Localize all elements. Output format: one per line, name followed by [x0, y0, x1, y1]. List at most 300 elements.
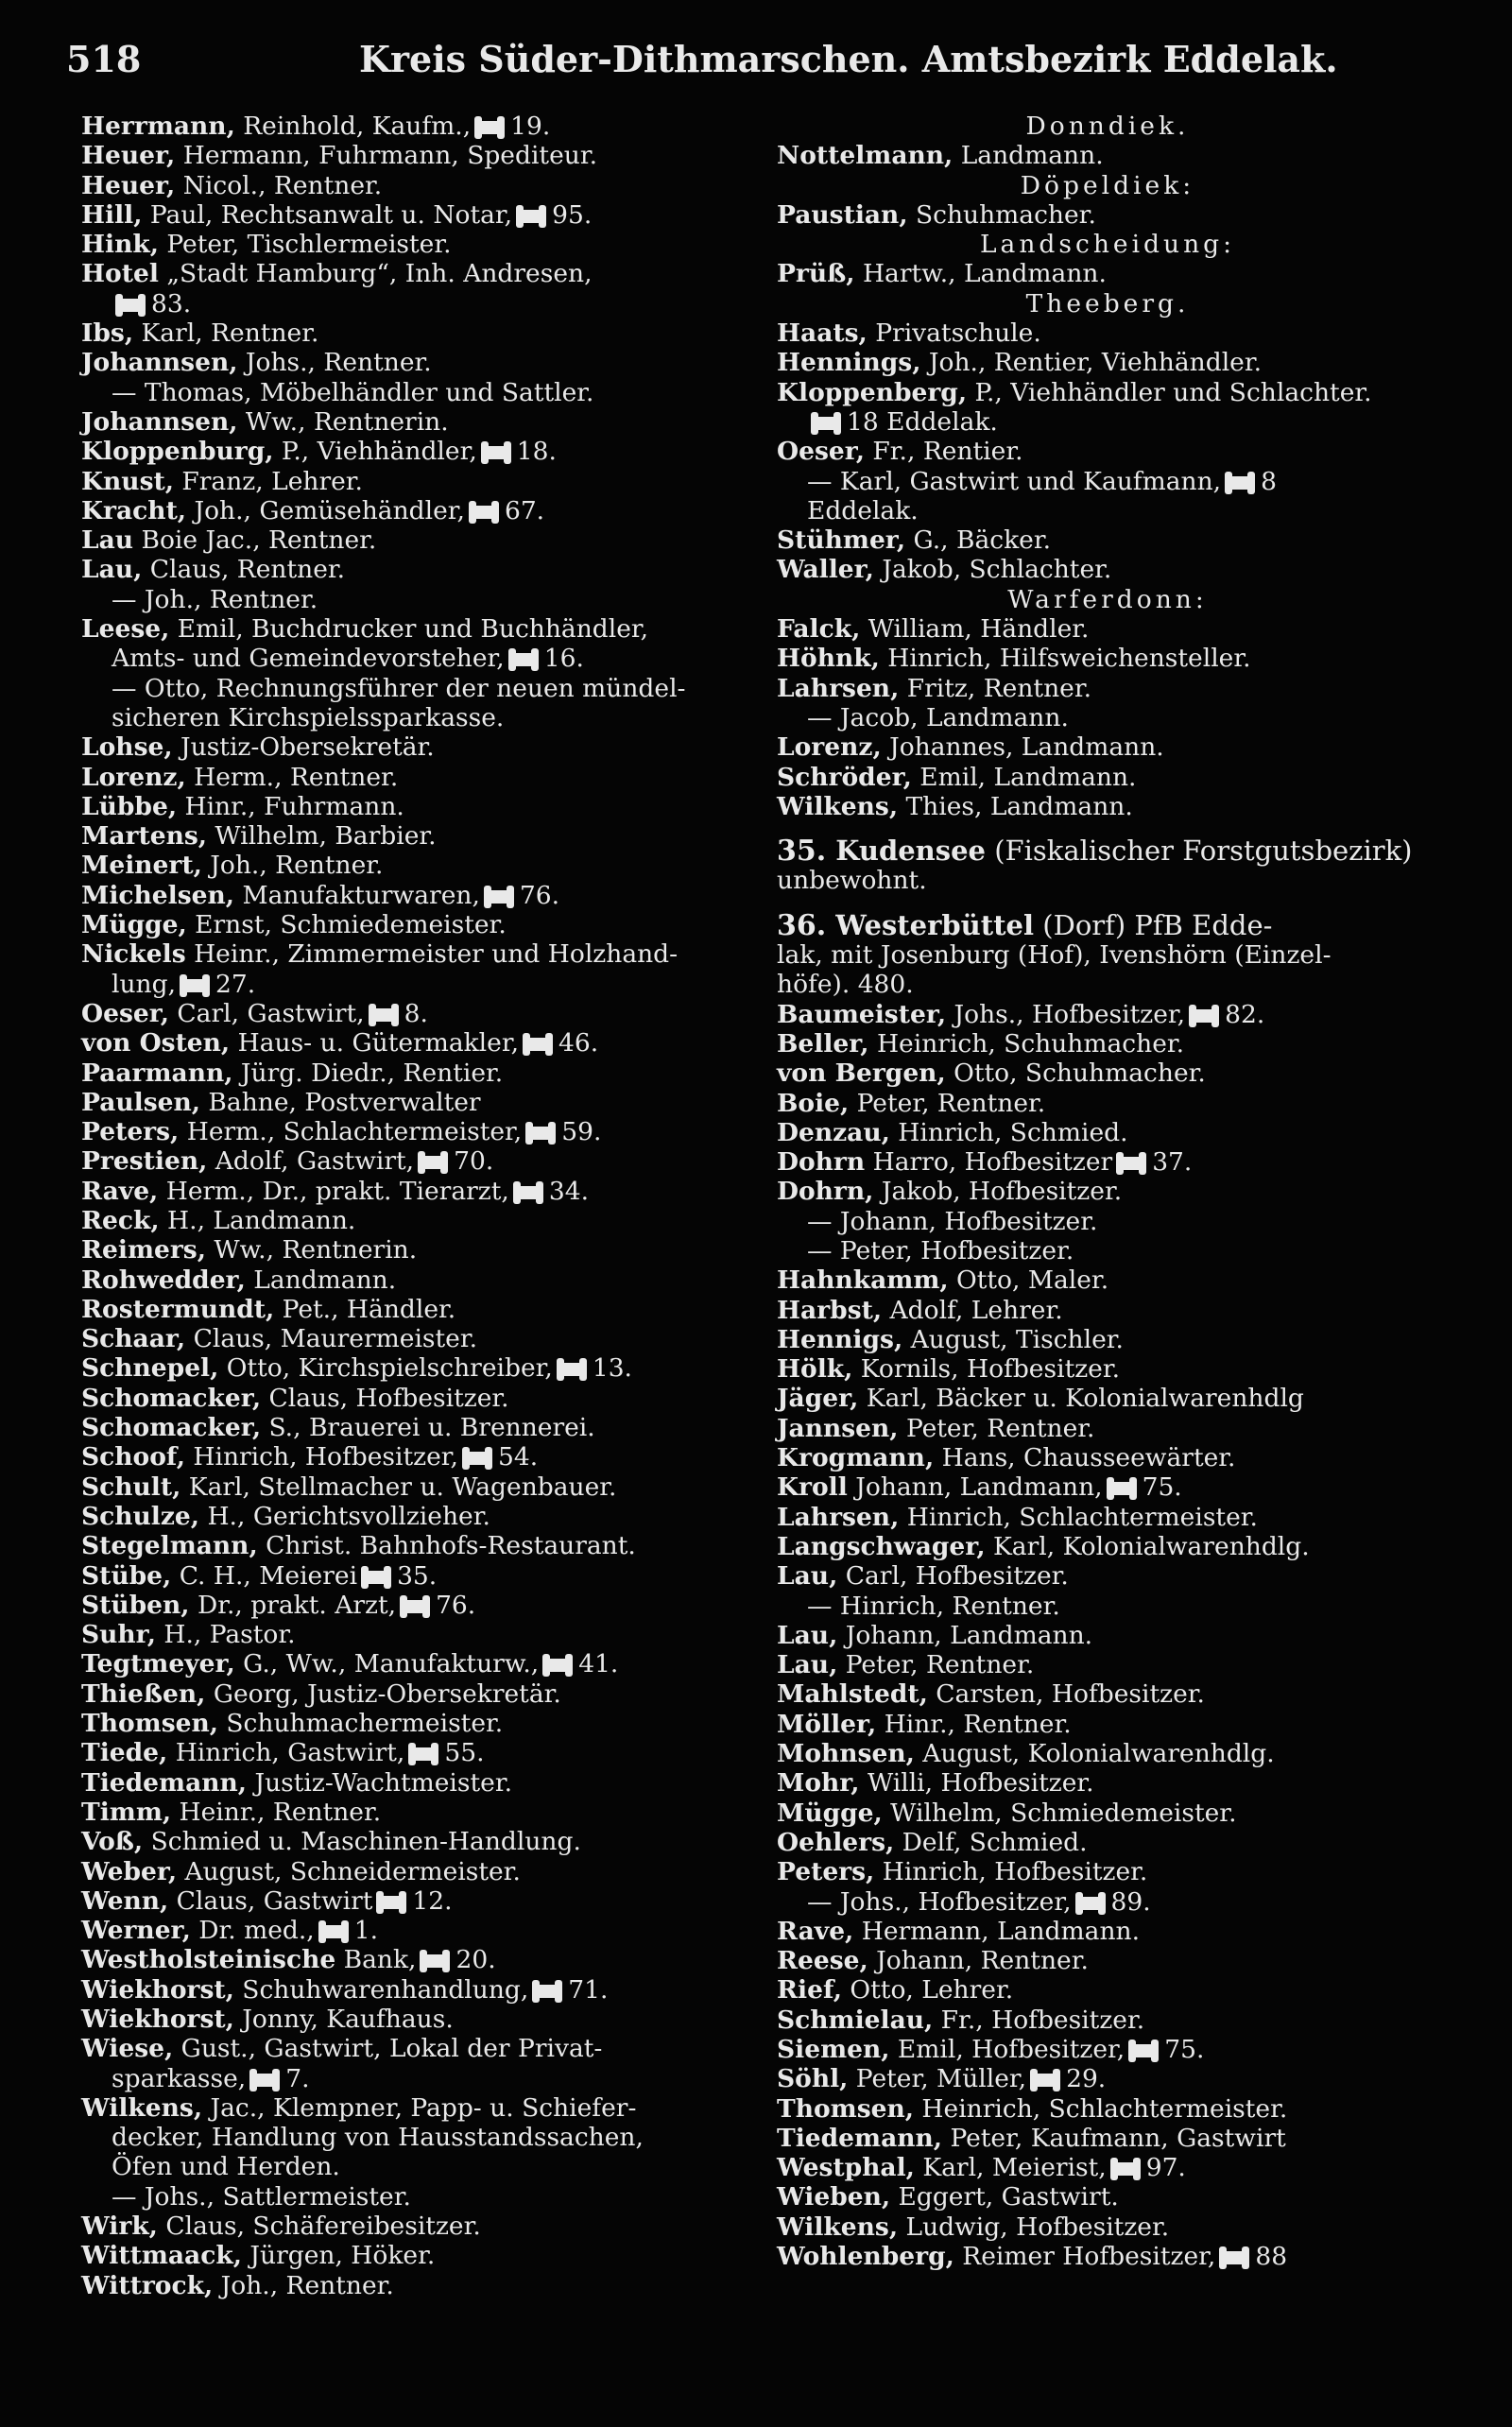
entry-name: Reck,	[81, 1205, 160, 1235]
phone-number: 19.	[510, 112, 551, 141]
entry-name: Rohwedder,	[81, 1265, 246, 1295]
entry-text: Schuhmacher.	[907, 199, 1096, 230]
directory-entry	[81, 289, 762, 318]
entry-text: Otto, Lehrer.	[842, 1975, 1014, 2005]
directory-entry	[81, 378, 762, 407]
directory-entry	[81, 1413, 762, 1442]
entry-name: Lahrsen,	[777, 673, 900, 703]
telephone-icon	[518, 210, 544, 223]
entry-name: Mohr,	[777, 1768, 860, 1799]
phone-number: 41.	[578, 1649, 619, 1679]
entry-text: Delf, Schmied.	[894, 1827, 1088, 1857]
page-title: Kreis Süder-Dithmarschen. Amtsbezirk Eddelak.	[359, 38, 1338, 80]
entry-text: Landscheidung:	[979, 230, 1236, 260]
entry-text: Eddelak.	[807, 495, 919, 525]
directory-entry	[81, 881, 762, 910]
directory-entry	[777, 2212, 1438, 2242]
entry-text: Karl, Stellmacher u. Wagenbauer.	[180, 1472, 617, 1502]
entry-text: Heinr., Rentner.	[171, 1797, 382, 1827]
entry-text: Johs., Rentner.	[237, 348, 432, 378]
left-column	[81, 112, 762, 2300]
entry-text: Peter, Kaufmann, Gastwirt	[942, 2123, 1286, 2153]
directory-entry	[777, 200, 1438, 230]
directory-entry	[81, 171, 762, 200]
phone-number: 12.	[412, 1885, 453, 1916]
phone-number: 59.	[561, 1117, 602, 1147]
directory-entry	[777, 792, 1438, 821]
entry-name: Schult,	[81, 1472, 181, 1502]
telephone-icon	[524, 1038, 551, 1051]
telephone-icon	[471, 506, 497, 519]
directory-entry	[777, 1503, 1438, 1532]
directory-entry	[777, 496, 1438, 525]
entry-text: — Hinrich, Rentner.	[807, 1591, 1060, 1621]
entry-name: Beller,	[777, 1028, 869, 1059]
entry-text: Karl, Rentner.	[133, 318, 319, 349]
phone-number: 70.	[454, 1146, 494, 1177]
entry-text: — Peter, Hofbesitzer.	[807, 1235, 1074, 1265]
entry-text: Emil, Landmann.	[911, 762, 1137, 792]
directory-entry	[81, 821, 762, 851]
entry-name: Oehlers,	[777, 1827, 895, 1857]
directory-entry	[777, 1739, 1438, 1768]
entry-name: Schröder,	[777, 762, 912, 792]
directory-entry	[81, 348, 762, 377]
telephone-icon	[420, 1156, 446, 1169]
directory-entry	[777, 2153, 1438, 2182]
directory-entry	[81, 467, 762, 496]
entry-name: Kloppenburg,	[81, 437, 274, 467]
entry-text: Heinr., Zimmermeister und Holzhand-	[185, 939, 679, 970]
directory-entry	[777, 763, 1438, 792]
entry-text: Donndiek.	[1025, 112, 1190, 141]
entry-text: Franz, Lehrer.	[173, 466, 363, 496]
phone-number: 82.	[1225, 999, 1265, 1029]
entry-text: — Johs., Sattlermeister.	[112, 2181, 411, 2212]
phone-number: 35.	[397, 1560, 438, 1591]
directory-entry	[81, 1117, 762, 1146]
entry-text: „Stadt Hamburg“, Inh. Andresen,	[158, 259, 593, 289]
directory-entry	[81, 141, 762, 170]
telephone-icon	[510, 653, 537, 666]
telephone-icon	[320, 1925, 347, 1938]
directory-entry	[81, 1768, 762, 1798]
directory-entry	[777, 437, 1438, 466]
entry-text: Ww., Rentnerin.	[205, 1235, 418, 1265]
page-number: 518	[66, 38, 142, 80]
entry-text: — Joh., Rentner.	[112, 584, 318, 614]
telephone-icon	[181, 979, 208, 992]
entry-text: Georg, Justiz-Obersekretär.	[205, 1678, 561, 1709]
telephone-icon	[515, 1186, 541, 1199]
entry-text: Johann, Landmann,	[847, 1472, 1103, 1503]
directory-entry	[777, 1147, 1438, 1177]
directory-entry	[81, 1857, 762, 1886]
entry-text: Joh., Rentner.	[201, 851, 384, 881]
directory-entry	[777, 2064, 1438, 2093]
entry-text: Otto, Maler.	[948, 1265, 1109, 1296]
phone-number: 16.	[543, 644, 584, 674]
entry-text: Karl, Meierist,	[914, 2153, 1107, 2183]
directory-entry	[777, 1679, 1438, 1709]
entry-name: Rostermundt,	[81, 1294, 275, 1324]
directory-entry	[81, 2212, 762, 2241]
phone-number: 67.	[504, 495, 545, 525]
entry-name: Thomsen,	[777, 2093, 914, 2124]
entry-name: Stübe,	[81, 1560, 172, 1591]
entry-text: Carsten, Hofbesitzer.	[927, 1679, 1205, 1710]
entry-name: Hölk,	[777, 1354, 853, 1385]
directory-entry	[777, 2242, 1438, 2271]
directory-entry	[81, 525, 762, 555]
directory-entry	[81, 644, 762, 673]
entry-text: Hinrich, Hofbesitzer.	[874, 1857, 1148, 1887]
entry-name: Stegelmann,	[81, 1531, 258, 1561]
entry-name: Wirk,	[81, 2212, 158, 2242]
directory-entry	[81, 1324, 762, 1353]
entry-name: Voß,	[81, 1827, 144, 1857]
entry-name: Werner,	[81, 1916, 191, 1946]
entry-name: Kloppenberg,	[777, 377, 968, 407]
entry-name: Rief,	[777, 1975, 842, 2005]
entry-name: Paulsen,	[81, 1087, 200, 1117]
entry-text: — Thomas, Möbelhändler und Sattler.	[112, 377, 594, 407]
directory-entry	[777, 2094, 1438, 2124]
entry-text: Paul, Rechtsanwalt u. Notar,	[142, 199, 513, 230]
directory-entry	[81, 1591, 762, 1620]
entry-name: Schmielau,	[777, 2005, 934, 2035]
entry-name: Haats,	[777, 318, 868, 349]
entry-name: Heuer,	[81, 170, 176, 200]
telephone-icon	[483, 446, 509, 459]
entry-name: Westholsteinische	[81, 1945, 336, 1975]
telephone-icon	[1227, 476, 1253, 490]
directory-entry	[81, 2271, 762, 2300]
directory-entry	[777, 1828, 1438, 1857]
entry-name: Lau,	[777, 1620, 838, 1650]
phone-number: 71.	[568, 1974, 609, 2005]
entry-name: Nickels	[81, 939, 186, 970]
entry-text: Claus, Hofbesitzer.	[261, 1383, 509, 1413]
entry-text: Schuhwarenhandlung,	[233, 1974, 529, 2005]
entry-text: Heinrich, Schlachtermeister.	[913, 2093, 1288, 2124]
entry-name: Wiese,	[81, 2034, 174, 2064]
telephone-icon	[1077, 1897, 1104, 1910]
entry-text: Bahne, Postverwalter	[200, 1087, 481, 1117]
directory-entry	[81, 2182, 762, 2212]
directory-entry	[81, 1798, 762, 1827]
entry-text: Eggert, Gastwirt.	[890, 2182, 1119, 2212]
entry-name: Westphal,	[777, 2153, 915, 2183]
entry-text: Otto, Schuhmacher.	[945, 1059, 1206, 1089]
directory-entry	[777, 525, 1438, 555]
directory-entry	[81, 939, 762, 969]
entry-name: Westerbüttel	[826, 908, 1035, 941]
entry-name: Kracht,	[81, 495, 187, 525]
entry-text: (Dorf) PfB Edde-	[1034, 908, 1273, 941]
entry-text: Claus, Rentner.	[142, 555, 346, 585]
entry-text: Otto, Kirchspielschreiber,	[218, 1353, 553, 1384]
entry-text: Adolf, Lehrer.	[882, 1295, 1063, 1325]
telephone-icon	[1130, 2044, 1157, 2057]
entry-name: Heuer,	[81, 141, 176, 171]
directory-entry	[777, 1207, 1438, 1236]
entry-name: Wilkens,	[777, 2212, 899, 2242]
locality-heading	[777, 171, 1438, 200]
entry-text: Manufakturwaren,	[234, 880, 480, 910]
directory-entry	[81, 970, 762, 999]
telephone-icon	[421, 1954, 448, 1968]
directory-entry	[81, 1059, 762, 1088]
entry-name: Möller,	[777, 1709, 877, 1739]
entry-text: Joh., Rentner.	[213, 2270, 394, 2300]
phone-number: 75.	[1164, 2035, 1205, 2064]
entry-name: Herrmann,	[81, 112, 235, 141]
telephone-icon	[370, 1008, 397, 1022]
entry-name: Wittmaack,	[81, 2241, 242, 2271]
phone-number: 95.	[552, 199, 593, 230]
entry-name: Nottelmann,	[777, 141, 954, 171]
entry-name: Weber,	[81, 1856, 178, 1886]
directory-entry	[777, 1917, 1438, 1946]
telephone-icon	[363, 1571, 389, 1584]
entry-name: Tiedemann,	[81, 1767, 248, 1798]
entry-text: Hinr., Rentner.	[876, 1709, 1072, 1739]
entry-name: Thießen,	[81, 1678, 206, 1709]
entry-name: Peters,	[777, 1857, 875, 1887]
entry-text: Privatschule.	[867, 318, 1041, 349]
entry-text: G., Bäcker.	[905, 525, 1052, 556]
directory-entry	[81, 2152, 762, 2181]
entry-text: Joh., Gemüsehändler,	[186, 495, 465, 525]
telephone-icon	[251, 2074, 278, 2087]
phone-number: 37.	[1152, 1147, 1193, 1178]
entry-text: unbewohnt.	[777, 866, 927, 896]
directory-entry	[81, 230, 762, 259]
entry-text: Warferdonn:	[1007, 584, 1208, 614]
entry-text: Heinrich, Schuhmacher.	[868, 1028, 1185, 1059]
entry-name: Knust,	[81, 466, 174, 496]
directory-entry	[777, 2182, 1438, 2212]
directory-entry	[777, 141, 1438, 170]
entry-text: Jakob, Schlachter.	[873, 555, 1112, 585]
entry-text: Thies, Landmann.	[898, 791, 1133, 821]
phone-number: 54.	[497, 1442, 539, 1472]
entry-text: Hermann, Landmann.	[853, 1916, 1141, 1946]
telephone-icon	[486, 890, 512, 904]
entry-name: Schoof,	[81, 1442, 185, 1472]
entry-text: Joh., Rentier, Viehhändler.	[920, 348, 1263, 378]
entry-name: Harbst,	[777, 1295, 883, 1325]
entry-name: Schaar,	[81, 1324, 186, 1354]
directory-entry	[81, 1649, 762, 1678]
entry-name: Prestien,	[81, 1146, 208, 1177]
entry-text: Fr., Rentier.	[864, 437, 1023, 467]
entry-text: Christ. Bahnhofs-Restaurant.	[257, 1531, 636, 1561]
entry-text: Jürgen, Höker.	[241, 2241, 436, 2271]
directory-entry	[777, 1532, 1438, 1561]
entry-name: Lahrsen,	[777, 1502, 900, 1532]
directory-entry	[81, 1679, 762, 1709]
phone-number: 34.	[548, 1176, 589, 1206]
directory-entry	[777, 1443, 1438, 1472]
directory-entry	[777, 1118, 1438, 1147]
entry-text: Jürg. Diedr., Rentier.	[232, 1058, 504, 1088]
telephone-icon	[527, 1127, 554, 1140]
entry-name: Boie,	[777, 1088, 850, 1118]
entry-text: Peter, Tischlermeister.	[158, 230, 452, 260]
entry-text: Schuhmachermeister.	[217, 1709, 504, 1739]
directory-entry	[81, 2034, 762, 2063]
directory-entry	[81, 1177, 762, 1206]
directory-entry	[81, 851, 762, 880]
entry-text: Hinr., Fuhrmann.	[177, 791, 404, 821]
entry-text: Jac., Klempner, Papp- u. Schiefer-	[202, 2092, 637, 2123]
directory-entry	[81, 1916, 762, 1945]
entry-name: Peters,	[81, 1117, 180, 1147]
entry-name: Leese,	[81, 614, 170, 645]
entry-name: Jannsen,	[777, 1413, 899, 1443]
entry-text: Hinrich, Hilfsweichensteller.	[879, 644, 1251, 674]
entry-text: Hinrich, Schlachtermeister.	[899, 1502, 1258, 1532]
directory-entry	[81, 2064, 762, 2093]
directory-entry	[777, 2005, 1438, 2035]
entry-text: höfe). 480.	[777, 970, 914, 1000]
entry-text: — Johs., Hofbesitzer,	[807, 1886, 1072, 1917]
entry-name: Wiekhorst,	[81, 1974, 234, 2005]
directory-entry	[81, 2005, 762, 2034]
telephone-icon	[1032, 2074, 1058, 2087]
directory-entry	[777, 644, 1438, 673]
entry-text: S., Brauerei u. Brennerei.	[261, 1413, 595, 1443]
directory-entry	[777, 940, 1438, 970]
entry-text: Johann, Rentner.	[868, 1946, 1089, 1976]
entry-name: Hennings,	[777, 348, 921, 378]
directory-entry	[777, 555, 1438, 584]
entry-text: Justiz-Wachtmeister.	[247, 1767, 513, 1798]
entry-name: Lorenz,	[81, 762, 186, 792]
telephone-icon	[558, 1363, 585, 1376]
directory-entry	[777, 1029, 1438, 1059]
section-number: 35.	[777, 835, 827, 869]
entry-name: Falck,	[777, 614, 861, 645]
directory-entry	[81, 2093, 762, 2123]
entry-text: — Johann, Hofbesitzer.	[807, 1206, 1098, 1236]
entry-text: Herm., Schlachtermeister,	[179, 1117, 523, 1147]
directory-entry	[81, 1827, 762, 1856]
directory-entry	[81, 1738, 762, 1767]
entry-name: von Bergen,	[777, 1059, 946, 1089]
entry-text: — Jacob, Landmann.	[807, 702, 1069, 732]
entry-text: William, Händler.	[860, 614, 1090, 645]
section-heading	[777, 835, 1438, 869]
entry-name: Lorenz,	[777, 732, 882, 763]
entry-text: — Otto, Rechnungsführer der neuen mündel-	[112, 673, 686, 703]
entry-name: Schomacker,	[81, 1413, 262, 1443]
directory-entry	[777, 1768, 1438, 1798]
directory-entry	[777, 1354, 1438, 1384]
entry-text: Schmied u. Maschinen-Handlung.	[143, 1827, 581, 1857]
entry-text: Peter, Rentner.	[898, 1413, 1095, 1443]
entry-text: Claus, Schäfereibesitzer.	[157, 2212, 481, 2242]
directory-entry	[81, 1886, 762, 1916]
locality-heading	[777, 230, 1438, 259]
directory-entry	[81, 1945, 762, 1974]
directory-entry	[777, 1414, 1438, 1443]
entry-name: Mügge,	[81, 910, 187, 940]
entry-name: Wittrock,	[81, 2270, 214, 2300]
entry-text: H., Pastor.	[155, 1620, 296, 1650]
entry-text: sparkasse,	[112, 2063, 247, 2093]
phone-number: 76.	[436, 1590, 476, 1620]
telephone-icon	[1118, 1157, 1144, 1170]
directory-entry	[777, 703, 1438, 732]
entry-name: Wiekhorst,	[81, 2005, 234, 2034]
telephone-icon	[117, 299, 144, 312]
entry-text: decker, Handlung von Hausstandssachen,	[112, 2123, 644, 2153]
entry-name: Krogmann,	[777, 1443, 935, 1473]
entry-name: Prüß,	[777, 259, 855, 289]
entry-text: Peter, Rentner.	[837, 1650, 1035, 1680]
entry-name: Lau,	[81, 555, 143, 585]
directory-entry	[81, 2123, 762, 2152]
phone-number: 88	[1255, 2242, 1288, 2272]
entry-text: Herm., Dr., prakt. Tierarzt,	[158, 1176, 509, 1206]
directory-entry	[777, 674, 1438, 703]
entry-text: (Fiskalischer Forstgutsbezirk)	[986, 835, 1413, 868]
entry-text: lak, mit Josenburg (Hof), Ivenshörn (Einzel-	[777, 940, 1332, 971]
directory-entry	[81, 1531, 762, 1560]
entry-name: Dohrn	[777, 1147, 866, 1178]
directory-entry	[81, 763, 762, 792]
entry-text: Reimer Hofbesitzer,	[954, 2242, 1216, 2272]
entry-name: Schnepel,	[81, 1353, 219, 1384]
directory-entry	[777, 1089, 1438, 1118]
directory-entry	[777, 1975, 1438, 2005]
entry-name: Tegtmeyer,	[81, 1649, 235, 1679]
entry-text: Johann, Landmann.	[837, 1620, 1093, 1650]
directory-entry	[81, 1472, 762, 1502]
entry-name: Rave,	[777, 1916, 854, 1946]
entry-name: Denzau,	[777, 1117, 890, 1147]
directory-entry	[777, 1384, 1438, 1413]
entry-text: Gust., Gastwirt, Lokal der Privat-	[173, 2034, 603, 2064]
directory-entry	[81, 1353, 762, 1383]
entry-name: Tiedemann,	[777, 2123, 943, 2153]
directory-entry	[81, 1975, 762, 2005]
directory-entry	[81, 407, 762, 437]
entry-name: Reese,	[777, 1946, 868, 1976]
telephone-icon	[544, 1659, 571, 1672]
entry-text: Hans, Chausseewärter.	[934, 1443, 1236, 1473]
entry-name: Lohse,	[81, 732, 173, 763]
entry-name: Jäger,	[777, 1384, 859, 1414]
entry-name: Dohrn,	[777, 1177, 874, 1207]
directory-entry	[81, 2241, 762, 2270]
directory-entry	[81, 1442, 762, 1472]
directory-entry	[81, 1146, 762, 1176]
entry-text: — Karl, Gastwirt und Kaufmann,	[807, 466, 1222, 496]
entry-text: Herm., Rentner.	[185, 762, 399, 792]
directory-entry	[81, 1709, 762, 1738]
entry-name: Oeser,	[777, 437, 865, 467]
entry-text: P., Viehhändler und Schlachter.	[967, 377, 1372, 407]
telephone-icon	[476, 121, 503, 134]
directory-entry	[777, 1946, 1438, 1975]
locality-heading	[777, 585, 1438, 614]
directory-entry	[777, 1561, 1438, 1591]
entry-text: Carl, Gastwirt,	[168, 998, 365, 1028]
